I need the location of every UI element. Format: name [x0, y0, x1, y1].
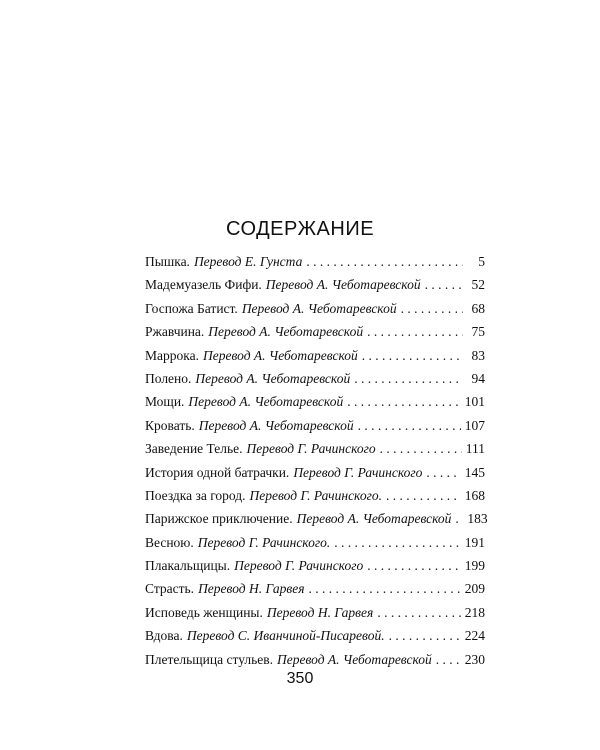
toc-dot-leader: [354, 367, 463, 390]
toc-entry-title: Страсть.: [145, 581, 195, 597]
toc-entry-title: Парижское приключение.: [145, 511, 293, 527]
toc-entry: [145, 297, 485, 320]
toc-entry-page: 5: [478, 254, 485, 269]
toc-dot-leader: [306, 250, 463, 273]
toc-entry-translator: Перевод А. Чеботаревской: [296, 511, 452, 527]
toc-entry-title: История одной батрачки.: [145, 464, 290, 480]
toc-dot-leader: [425, 273, 463, 296]
toc-entry-title: Пышка.: [145, 254, 190, 269]
toc-entry-translator: Перевод А. Чеботаревской: [208, 324, 364, 340]
toc-dot-leader: [380, 437, 462, 460]
toc-entry-page: 68: [471, 300, 485, 316]
toc-entry-page: 230: [464, 651, 485, 667]
toc-entry-title: Маррока.: [145, 347, 199, 363]
toc-entry-translator: Перевод С. Иванчиной-Писаревой.: [186, 628, 385, 644]
toc-entry-title: Плетельщица стульев.: [145, 651, 273, 667]
toc-entry-title: Поездка за город.: [145, 487, 246, 503]
toc-entry-page: 83: [471, 347, 485, 363]
toc-dot-leader: [436, 648, 461, 671]
toc-entry-page: 111: [465, 441, 485, 457]
toc-dot-leader: [358, 414, 461, 437]
toc-dot-leader: [334, 531, 461, 554]
toc-entry-translator: Перевод Е. Гунста: [193, 254, 303, 269]
toc-entry-title: Мощи.: [145, 394, 185, 410]
toc-entry-title: Госпожа Батист.: [145, 300, 238, 316]
toc-dot-leader: [426, 461, 460, 484]
toc-entry: [145, 437, 485, 460]
toc-entry: [145, 484, 485, 507]
toc-entry-page: 107: [464, 417, 485, 433]
toc-entry: [145, 531, 485, 554]
toc-entry: [145, 577, 485, 600]
toc-entry: [145, 414, 485, 437]
toc-entry-translator: Перевод А. Чеботаревской: [265, 277, 421, 293]
toc-dot-leader: [367, 320, 463, 343]
toc-entry-translator: Перевод Г. Рачинского: [246, 441, 376, 457]
toc-entry: [145, 648, 485, 671]
toc-entry: [145, 250, 485, 273]
toc-entry: [145, 624, 485, 647]
toc-entry-translator: Перевод А. Чеботаревской: [202, 347, 358, 363]
toc-dot-leader: [367, 554, 461, 577]
toc-dot-leader: [362, 344, 463, 367]
toc-dot-leader: [389, 624, 461, 647]
toc-entry-title: Кровать.: [145, 417, 195, 433]
toc-entry-title: Плакальщицы.: [145, 558, 231, 574]
toc-entry-title: Весною.: [145, 534, 194, 550]
toc-entry: [145, 320, 485, 343]
toc-entry-page: 145: [464, 464, 485, 480]
toc-entry-translator: Перевод А. Чеботаревской: [195, 370, 351, 386]
toc-entry-page: 218: [464, 604, 485, 620]
toc-entry-page: 101: [464, 394, 485, 410]
toc-entry-translator: Перевод Г. Рачинского.: [197, 534, 331, 550]
toc-entry: [145, 273, 485, 296]
toc-entry: [145, 390, 485, 413]
table-of-contents: [145, 250, 488, 671]
toc-entry-page: 191: [464, 534, 485, 550]
toc-entry-page: 75: [471, 324, 485, 340]
toc-entry-title: Мадемуазель Фифи.: [145, 277, 262, 293]
toc-entry-title: Заведение Телье.: [145, 441, 243, 457]
toc-entry-page: 224: [464, 628, 485, 644]
toc-entry-page: 183: [467, 511, 488, 527]
toc-dot-leader: [377, 601, 460, 624]
toc-entry-title: Исповедь женщины.: [145, 604, 263, 620]
toc-entry: [145, 554, 485, 577]
toc-dot-leader: [347, 390, 461, 413]
toc-entry-page: 199: [464, 558, 485, 574]
toc-entry: [145, 367, 485, 390]
toc-dot-leader: [386, 484, 461, 507]
toc-entry-page: 168: [464, 487, 485, 503]
toc-dot-leader: [308, 577, 460, 600]
toc-entry: [145, 507, 488, 530]
toc-entry-translator: Перевод Г. Рачинского: [234, 558, 364, 574]
toc-dot-leader: [401, 297, 463, 320]
toc-entry: [145, 461, 485, 484]
toc-entry-translator: Перевод Н. Гарвея: [198, 581, 305, 597]
toc-entry-translator: Перевод А. Чеботаревской: [188, 394, 344, 410]
toc-entry-translator: Перевод Н. Гарвея: [266, 604, 374, 620]
toc-entry-translator: Перевод А. Чеботаревской: [198, 417, 354, 433]
page-number: 350: [286, 670, 314, 687]
toc-entry-title: Полено.: [145, 370, 192, 386]
toc-dot-leader: [455, 507, 463, 530]
toc-entry: [145, 344, 485, 367]
toc-entry-translator: Перевод А. Чеботаревской: [241, 300, 397, 316]
toc-entry-title: Ржавчина.: [145, 324, 205, 340]
toc-entry: [145, 601, 485, 624]
toc-entry-page: 209: [464, 581, 485, 597]
toc-entry-translator: Перевод Г. Рачинского.: [249, 487, 382, 503]
toc-entry-title: Вдова.: [145, 628, 183, 644]
page-heading: СОДЕРЖАНИЕ: [225, 218, 375, 240]
toc-entry-page: 52: [471, 277, 485, 293]
toc-entry-translator: Перевод Г. Рачинского: [293, 464, 423, 480]
toc-entry-page: 94: [471, 370, 485, 386]
toc-entry-translator: Перевод А. Чеботаревской: [276, 651, 432, 667]
